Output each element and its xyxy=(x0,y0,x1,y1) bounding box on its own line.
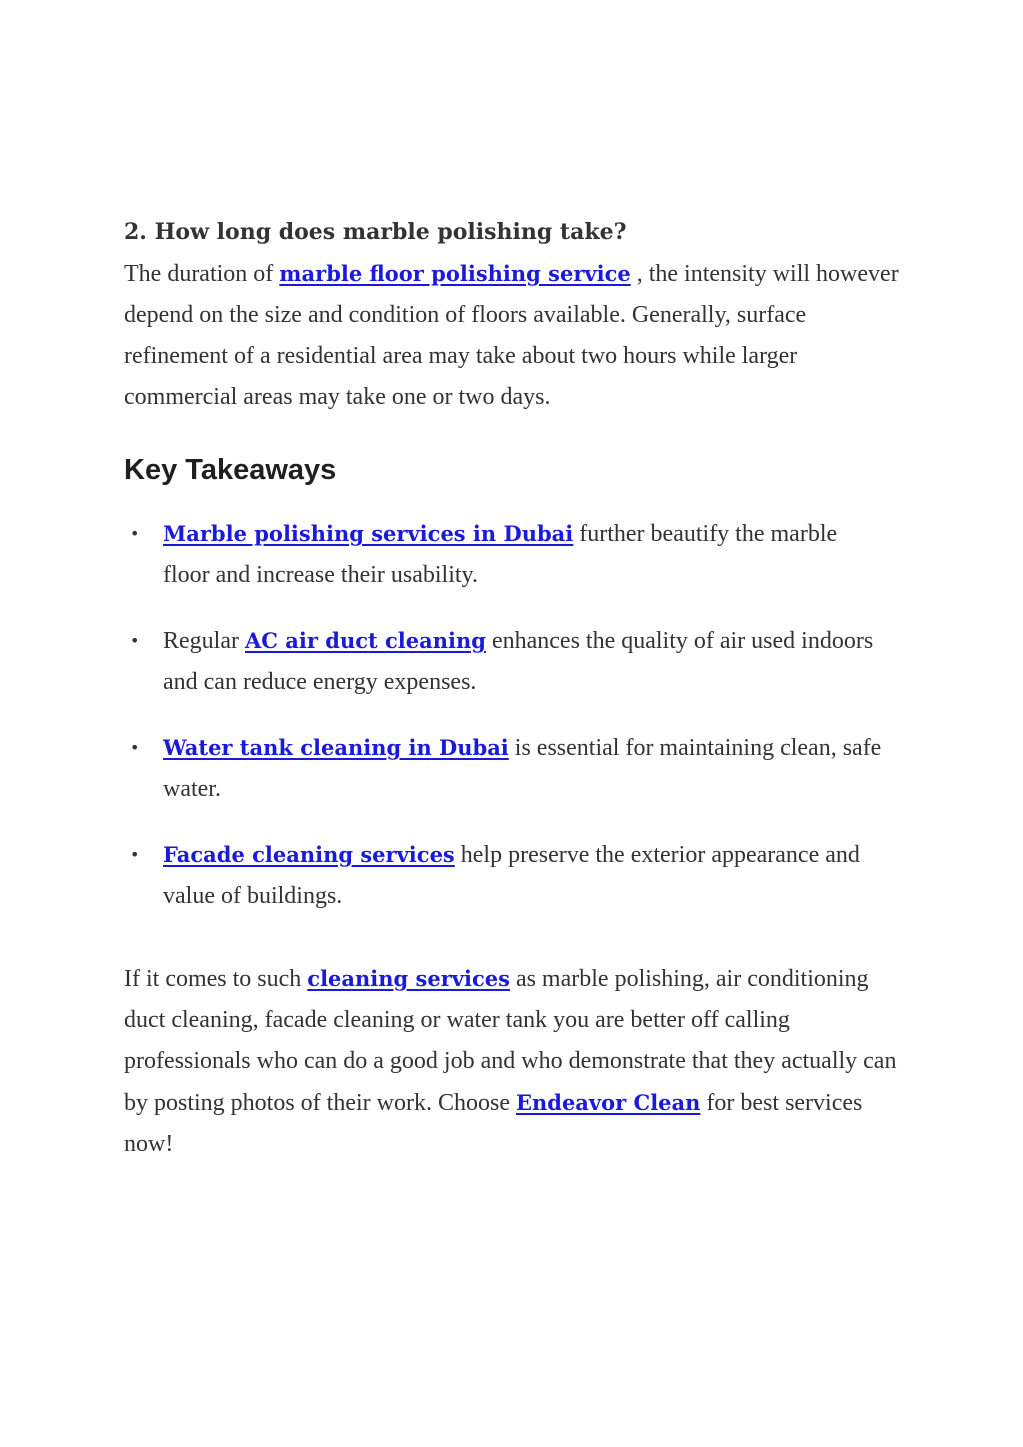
marble-polishing-dubai-link[interactable]: Marble polishing services in Dubai xyxy=(163,521,574,546)
closing-text-1: If it comes to such xyxy=(124,966,308,992)
takeaway-after: further beautify the marble floor and increase their usability. xyxy=(163,521,838,588)
takeaway-item xyxy=(124,834,884,917)
takeaway-after: is essential for maintaining clean, safe water. xyxy=(163,735,882,802)
takeaway-item xyxy=(124,620,884,703)
marble-floor-polishing-link[interactable]: marble floor polishing service xyxy=(279,261,631,286)
faq-answer-suffix: , the intensity will however depend on the size and condition of floors available. Generally, surface refinement of a residential area may take about two hours while larger commercial areas may take one or two days. xyxy=(124,261,899,410)
key-takeaways-heading: Key Takeaways xyxy=(124,454,337,486)
bullet-icon: • xyxy=(130,845,140,864)
bullet-icon: • xyxy=(130,738,140,757)
facade-cleaning-link[interactable]: Facade cleaning services xyxy=(163,842,455,867)
closing-paragraph xyxy=(124,958,904,1165)
faq-question-heading: 2. How long does marble polishing take? xyxy=(124,219,627,245)
takeaway-text xyxy=(163,513,884,596)
takeaway-item xyxy=(124,513,884,596)
faq-answer-prefix: The duration of xyxy=(124,261,280,287)
takeaway-text xyxy=(163,727,884,810)
faq-answer-paragraph xyxy=(124,253,904,418)
key-takeaways-list xyxy=(124,513,884,941)
takeaway-item xyxy=(124,727,884,810)
bullet-icon: • xyxy=(130,631,140,650)
ac-air-duct-cleaning-link[interactable]: AC air duct cleaning xyxy=(244,628,486,653)
cleaning-services-link[interactable]: cleaning services xyxy=(307,966,510,991)
water-tank-cleaning-link[interactable]: Water tank cleaning in Dubai xyxy=(163,735,509,760)
closing-text-3: for best services now! xyxy=(124,1090,863,1157)
bullet-icon: • xyxy=(130,524,140,543)
takeaway-after: help preserve the exterior appearance and value of buildings. xyxy=(163,842,860,909)
takeaway-before: Regular xyxy=(163,628,245,654)
takeaway-text xyxy=(163,834,884,917)
endeavor-clean-link[interactable]: Endeavor Clean xyxy=(515,1090,701,1115)
closing-text-2: as marble polishing, air conditioning duct cleaning, facade cleaning or water tank you are better off calling professionals who can do a good job and who demonstrate that they actually can by posting photos of their work. Choose xyxy=(124,966,897,1116)
takeaway-after: enhances the quality of air used indoors and can reduce energy expenses. xyxy=(163,628,874,695)
document-page xyxy=(124,212,904,1157)
takeaway-text xyxy=(163,620,884,703)
